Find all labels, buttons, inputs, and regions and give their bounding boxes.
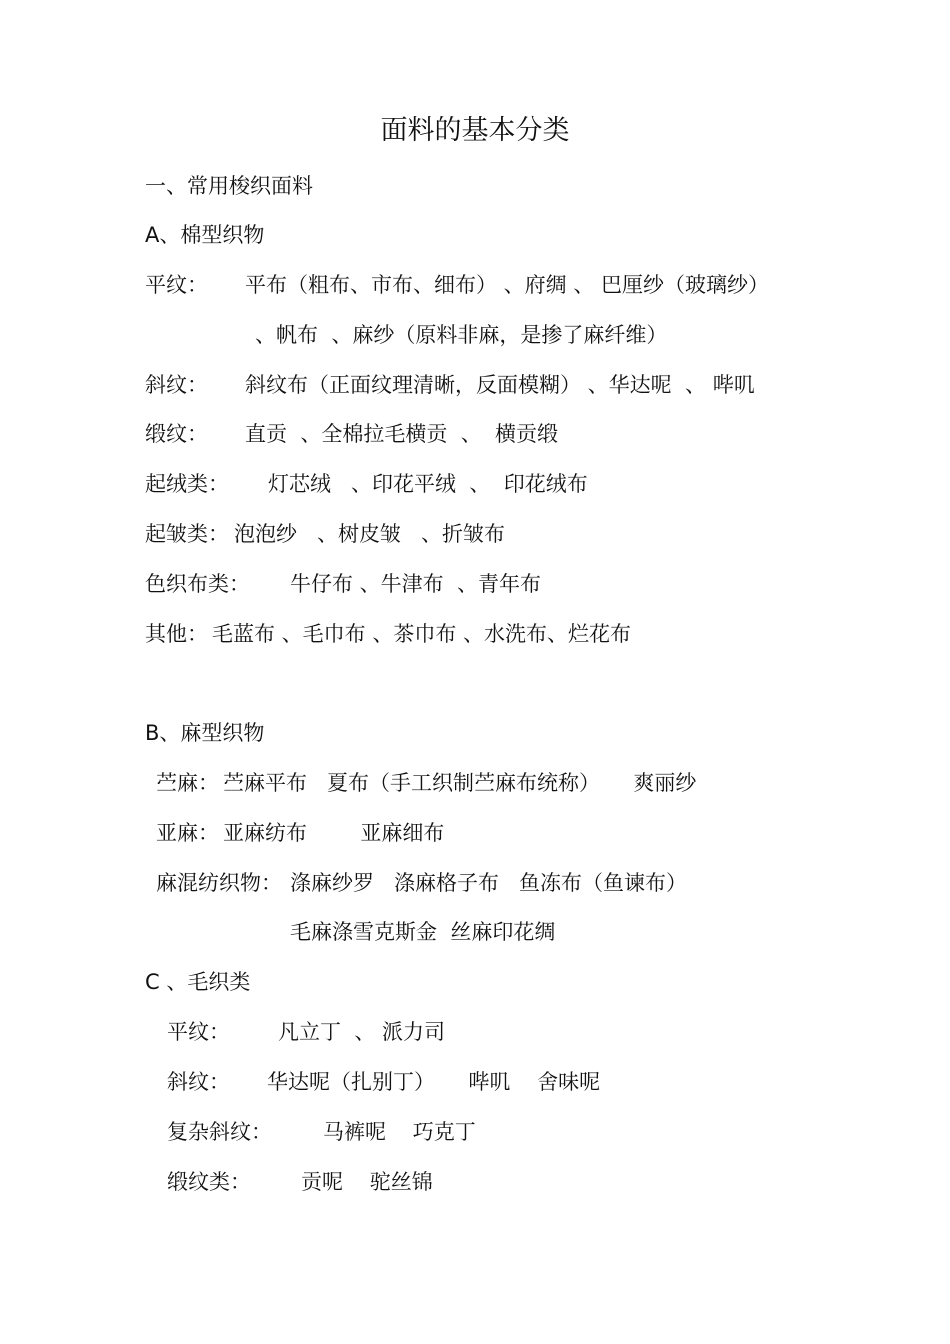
linen-ramie-items: 苎麻平布 夏布（手工织制苎麻布统称） 爽丽纱 xyxy=(223,771,697,795)
cotton-satin-label: 缎纹： xyxy=(145,422,208,446)
wool-satin-items: 贡呢 驼丝锦 xyxy=(301,1170,433,1194)
cotton-plain-label: 平纹： xyxy=(145,273,208,297)
cotton-yarn-dyed-label: 色织布类： xyxy=(145,572,250,596)
wool-complex-twill-label: 复杂斜纹： xyxy=(167,1120,272,1144)
cotton-crepe-label: 起皱类： xyxy=(145,522,229,546)
wool-plain-items: 凡立丁 、 派力司 xyxy=(278,1020,446,1044)
wool-twill-label: 斜纹： xyxy=(167,1070,230,1094)
cotton-other-items: 毛蓝布 、毛巾布 、茶巾布 、水洗布、烂花布 xyxy=(212,622,632,646)
cotton-pile-label: 起绒类： xyxy=(145,472,229,496)
linen-ramie-label: 苎麻： xyxy=(156,771,219,795)
wool-satin-label: 缎纹类： xyxy=(167,1170,251,1194)
cotton-plain-items: 平布（粗布、市布、细布） 、府绸 、 巴厘纱（玻璃纱） xyxy=(245,273,770,297)
subsection-heading-linen: B、麻型织物 xyxy=(145,721,265,745)
cotton-plain-items-continued: 、帆布 、麻纱（原料非麻，是掺了麻纤维） xyxy=(255,323,668,347)
cotton-crepe-items: 泡泡纱 、树皮皱 、折皱布 xyxy=(234,522,506,546)
subsection-heading-cotton: A、棉型织物 xyxy=(145,223,265,247)
cotton-twill-label: 斜纹： xyxy=(145,373,208,397)
cotton-twill-items: 斜纹布（正面纹理清晰，反面模糊） 、华达呢 、 哔叽 xyxy=(245,373,755,397)
linen-blend-label: 麻混纺织物： xyxy=(156,871,282,895)
linen-flax-label: 亚麻： xyxy=(156,821,219,845)
linen-blend-items: 涤麻纱罗 涤麻格子布 鱼冻布（鱼谏布） xyxy=(290,871,688,895)
cotton-satin-items: 直贡 、全棉拉毛横贡 、 横贡缎 xyxy=(245,422,559,446)
cotton-yarn-dyed-items: 牛仔布 、牛津布 、青年布 xyxy=(290,572,542,596)
wool-complex-twill-items: 马裤呢 巧克丁 xyxy=(323,1120,476,1144)
linen-blend-items-continued: 毛麻涤雪克斯金 丝麻印花绸 xyxy=(290,920,556,944)
cotton-other-label: 其他： xyxy=(145,622,208,646)
wool-plain-label: 平纹： xyxy=(167,1020,230,1044)
linen-flax-items: 亚麻纺布 亚麻细布 xyxy=(223,821,445,845)
subsection-heading-wool: C 、毛织类 xyxy=(145,970,251,994)
section-heading-woven: 一、常用梭织面料 xyxy=(145,174,313,198)
wool-twill-items: 华达呢（扎别丁） 哔叽 舍味呢 xyxy=(267,1070,601,1094)
page-title: 面料的基本分类 xyxy=(380,115,570,146)
cotton-pile-items: 灯芯绒 、印花平绒 、 印花绒布 xyxy=(268,472,588,496)
